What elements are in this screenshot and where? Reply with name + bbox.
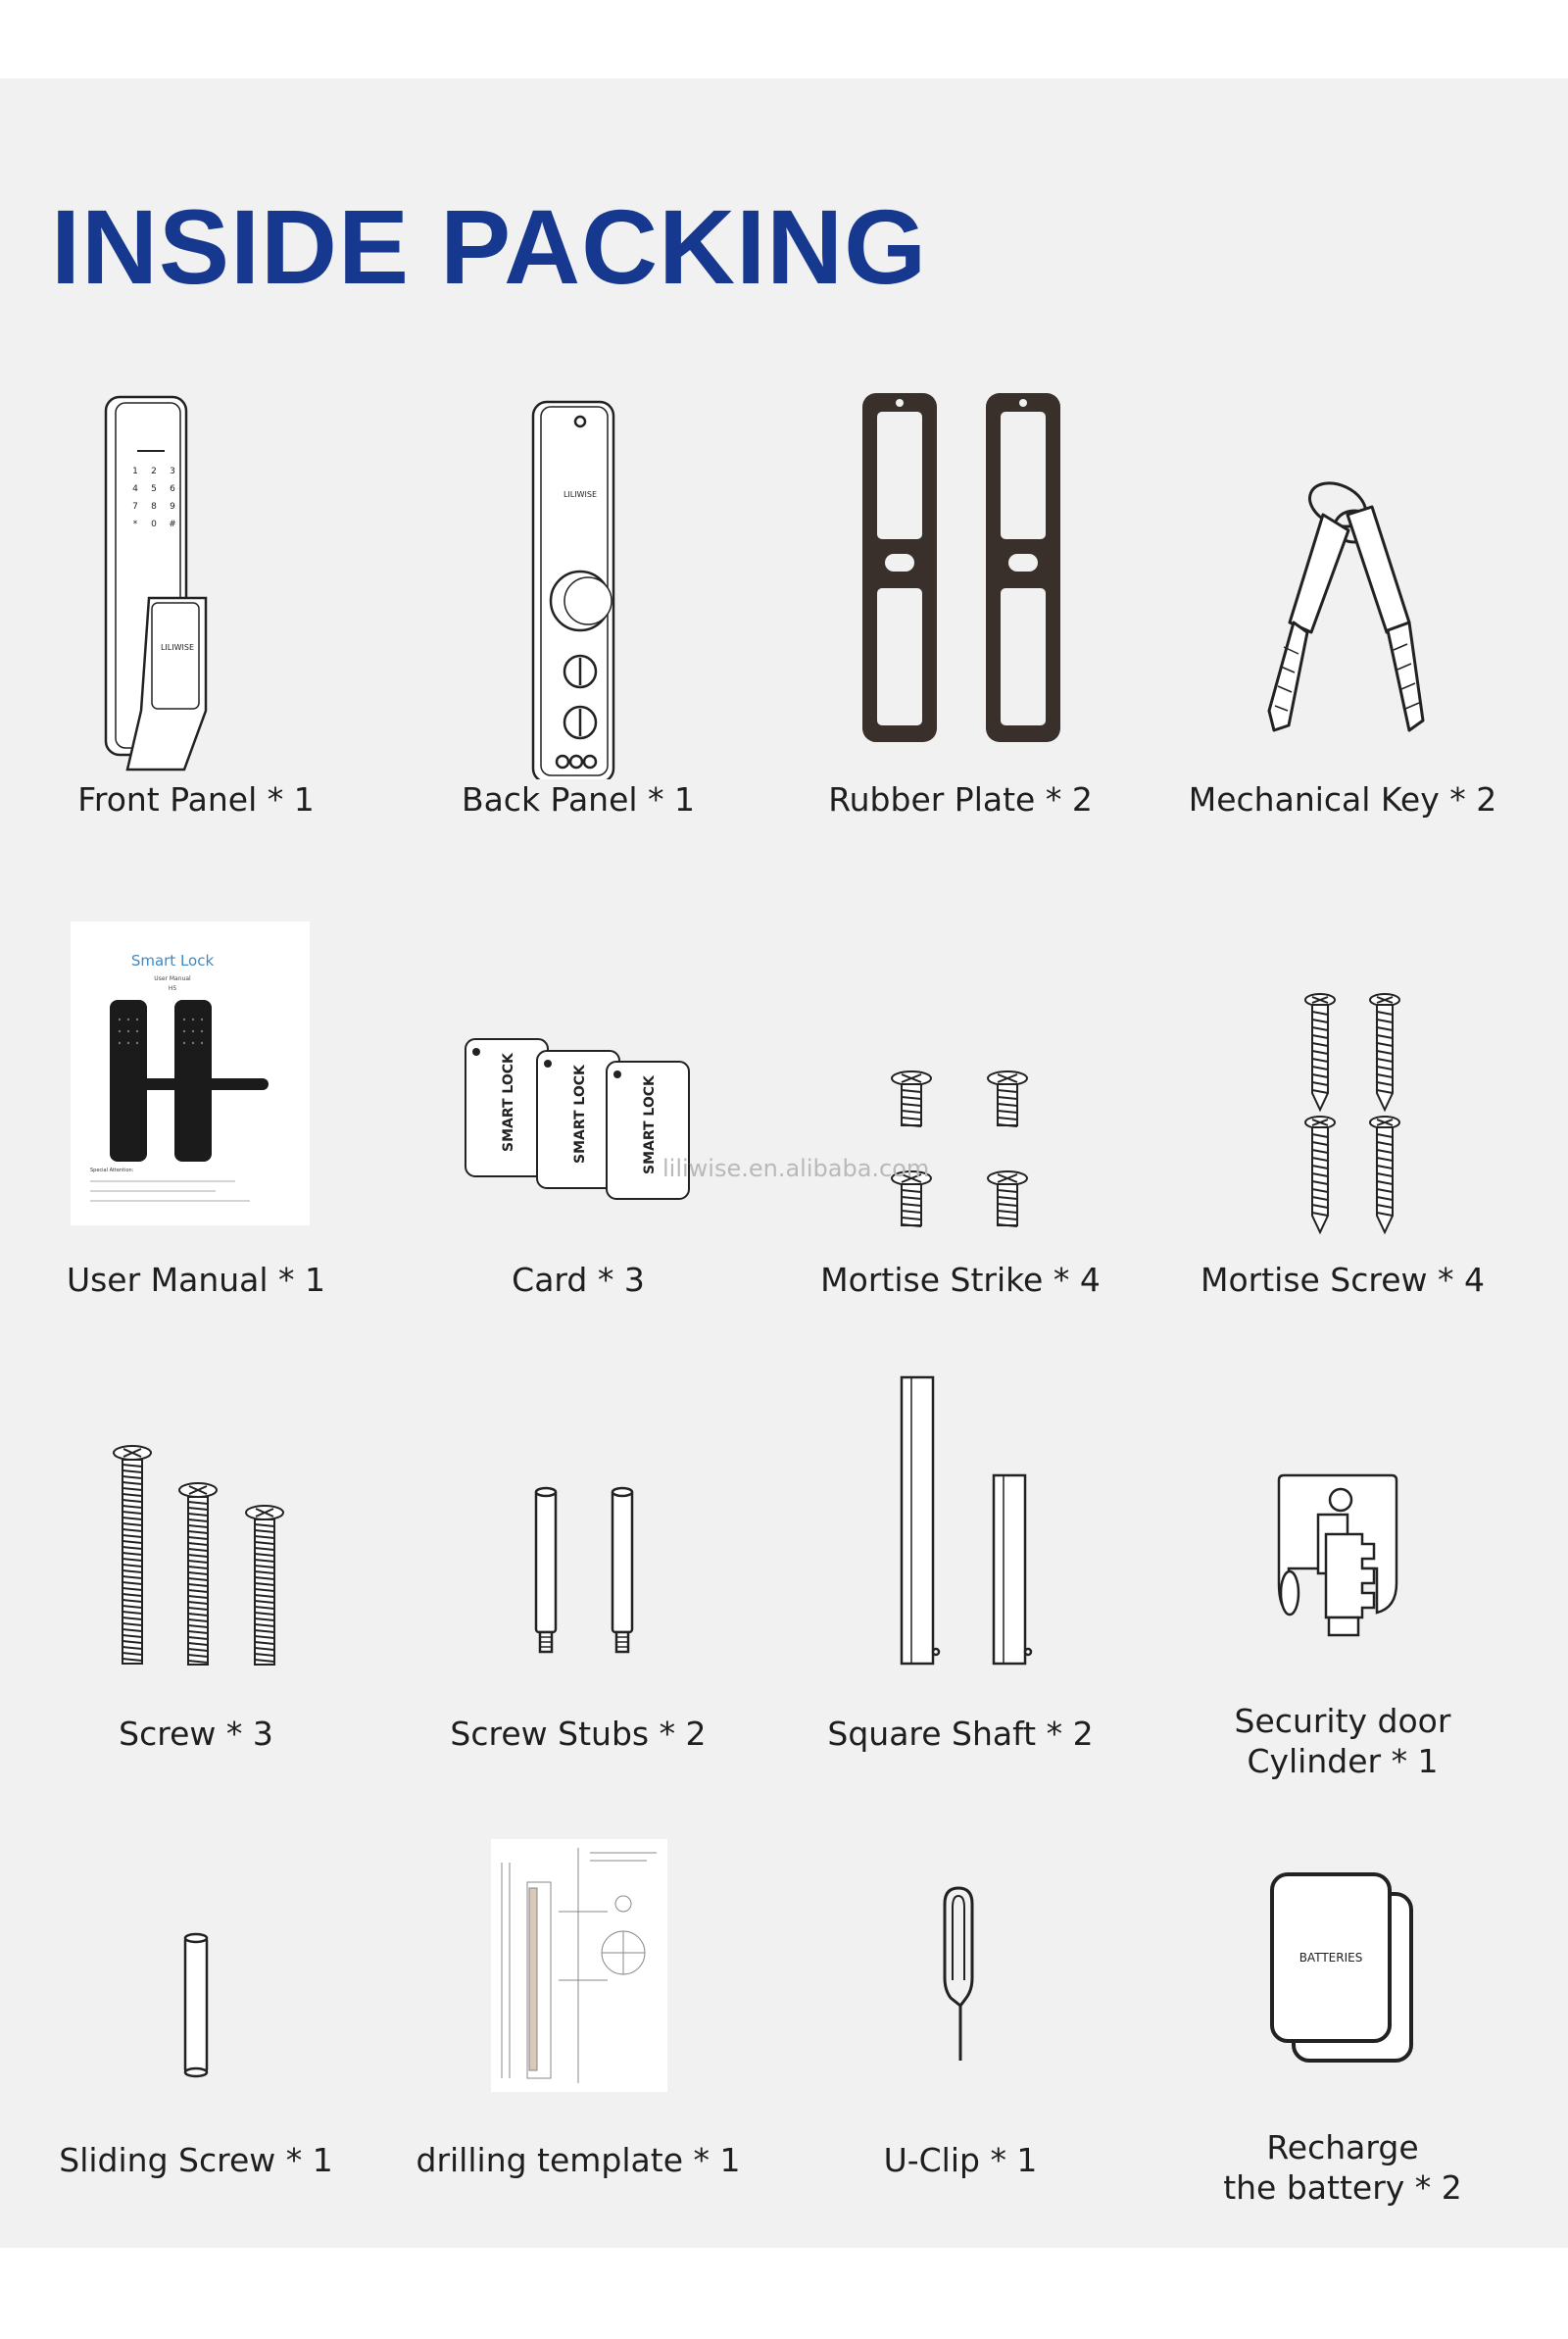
mortise-strike-screw: [988, 1171, 1027, 1226]
security-cylinder-icon: [1147, 1372, 1539, 1706]
mortise-screw: [1305, 1117, 1335, 1232]
item-label: Back Panel * 1: [461, 780, 696, 819]
mortise-screw: [1305, 994, 1335, 1110]
drilling-template-icon: [382, 1833, 774, 2127]
screw-icon: [0, 1372, 392, 1706]
machine-screw: [246, 1506, 283, 1665]
mortise-strike-icon: [764, 921, 1156, 1255]
mortise-screw-icon: [1147, 921, 1539, 1255]
manual-title: Smart Lock: [130, 952, 215, 970]
keypad-key: 5: [151, 484, 157, 494]
keypad-key: 3: [170, 467, 175, 476]
mortise-screw: [1370, 1117, 1399, 1232]
item-label: Mechanical Key * 2: [1188, 780, 1497, 819]
item-label: Card * 3: [512, 1261, 645, 1299]
square-shaft-icon: [764, 1372, 1156, 1706]
mortise-strike-screw: [988, 1071, 1027, 1126]
back-panel-icon: [382, 387, 774, 779]
user-manual-icon: [0, 921, 392, 1255]
mechanical-key-icon: [1147, 387, 1539, 779]
screw-stub-icon: [382, 1372, 774, 1706]
card-text: SMART LOCK: [642, 1075, 658, 1174]
item-label: drilling template * 1: [416, 2141, 741, 2179]
mortise-screw: [1370, 994, 1399, 1110]
u-clip-icon: [764, 1833, 1156, 2127]
keypad-key: 7: [132, 502, 138, 512]
keypad-key: #: [169, 520, 176, 529]
card-icon: [382, 921, 774, 1255]
keypad-key: 4: [132, 484, 138, 494]
manual-model: H5: [168, 985, 177, 992]
front-brand-text: LILIWISE: [160, 643, 195, 652]
sliding-screw-icon: [0, 1833, 392, 2127]
keypad-key: 8: [151, 502, 157, 512]
item-label: Square Shaft * 2: [827, 1715, 1094, 1753]
item-label: U-Clip * 1: [883, 2141, 1038, 2179]
manual-subtitle: User Manual: [154, 975, 191, 982]
watermark: liliwise.en.alibaba.com: [662, 1155, 930, 1182]
mortise-strike-screw: [892, 1071, 931, 1126]
item-label: Mortise Strike * 4: [820, 1261, 1101, 1299]
manual-note-heading: Special Attention:: [90, 1168, 134, 1173]
card-text: SMART LOCK: [572, 1065, 588, 1164]
keypad-key: 6: [170, 484, 175, 494]
machine-screw: [114, 1446, 151, 1664]
battery-icon: [1147, 1833, 1539, 2127]
battery-text: BATTERIES: [1298, 1951, 1363, 1965]
keypad-key: 0: [151, 520, 157, 529]
item-label: User Manual * 1: [66, 1261, 326, 1299]
item-label: Security door Cylinder * 1: [1234, 1702, 1451, 1780]
item-label: Screw Stubs * 2: [450, 1715, 707, 1753]
keypad-key: *: [132, 520, 138, 529]
machine-screw: [179, 1483, 217, 1665]
item-label: Mortise Screw * 4: [1200, 1261, 1486, 1299]
item-label: Recharge the battery * 2: [1223, 2128, 1462, 2207]
item-label: Front Panel * 1: [77, 780, 315, 819]
item-label: Screw * 3: [119, 1715, 273, 1753]
rubber-plate-icon: [764, 387, 1156, 779]
card-text: SMART LOCK: [501, 1053, 516, 1152]
keypad-key: 1: [132, 467, 138, 476]
back-brand-text: LILIWISE: [563, 490, 598, 499]
item-label: Rubber Plate * 2: [828, 780, 1093, 819]
page-title: INSIDE PACKING: [51, 187, 928, 306]
front-panel-icon: [0, 387, 392, 779]
keypad-key: 9: [170, 502, 175, 512]
keypad-key: 2: [151, 467, 157, 476]
item-label: Sliding Screw * 1: [59, 2141, 333, 2179]
